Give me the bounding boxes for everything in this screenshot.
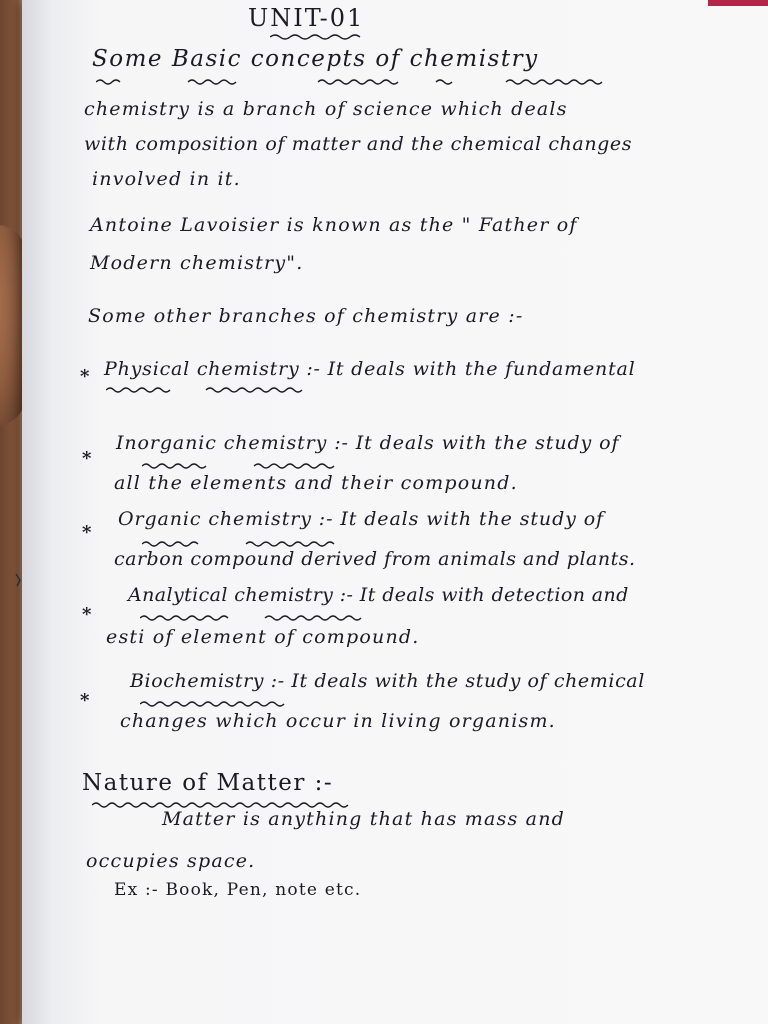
matter-line-1: Matter is anything that has mass and: [162, 808, 566, 830]
bullet-physical: *: [80, 366, 90, 387]
branch-analytical-line-2: esti of element of compound.: [106, 626, 420, 648]
page-edge-mark: [14, 572, 24, 593]
page-heading: Some Basic concepts of chemistry: [92, 46, 539, 72]
intro-line-1: chemistry is a branch of science which deals: [84, 98, 568, 120]
biochemistry-underline: [140, 700, 290, 708]
bullet-inorganic: *: [82, 448, 92, 469]
branch-analytical-line-1: Analytical chemistry :- It deals with detection and: [128, 584, 629, 606]
matter-heading: Nature of Matter :-: [82, 770, 334, 796]
matter-heading-underline: [92, 800, 362, 808]
lavoisier-line-1: Antoine Lavoisier is known as the " Father of: [90, 214, 578, 236]
branch-organic-line-2: carbon compound derived from animals and plants.: [114, 548, 636, 570]
notebook-page: [22, 0, 768, 1024]
inorganic-underline: [142, 462, 352, 470]
title-underline: [270, 33, 362, 41]
branch-biochemistry-line-2: changes which occur in living organism.: [120, 710, 556, 732]
branches-intro: Some other branches of chemistry are :-: [88, 305, 524, 327]
branch-organic-line-1: Organic chemistry :- It deals with the study of: [118, 508, 604, 530]
lavoisier-line-2: Modern chemistry".: [90, 252, 304, 274]
branch-inorganic-line-2: all the elements and their compound.: [114, 472, 518, 494]
bullet-biochemistry: *: [80, 690, 90, 711]
organic-underline: [142, 540, 352, 548]
heading-underline: [96, 78, 636, 86]
intro-line-3: involved in it.: [92, 168, 241, 190]
branch-physical-line-1: Physical chemistry :- It deals with the fundamental: [104, 358, 636, 380]
matter-example: Ex :- Book, Pen, note etc.: [114, 880, 362, 900]
branch-inorganic-line-1: Inorganic chemistry :- It deals with the study of: [116, 432, 620, 454]
unit-title: UNIT-01: [248, 4, 365, 32]
matter-line-2: occupies space.: [86, 850, 256, 872]
bullet-organic: *: [82, 522, 92, 543]
intro-line-2: with composition of matter and the chemical changes: [84, 133, 633, 155]
physical-underline: [106, 386, 306, 394]
bullet-analytical: *: [82, 604, 92, 625]
analytical-underline: [140, 614, 365, 622]
branch-biochemistry-line-1: Biochemistry :- It deals with the study of chemical: [130, 670, 645, 692]
page-corner-accent: [708, 0, 768, 6]
